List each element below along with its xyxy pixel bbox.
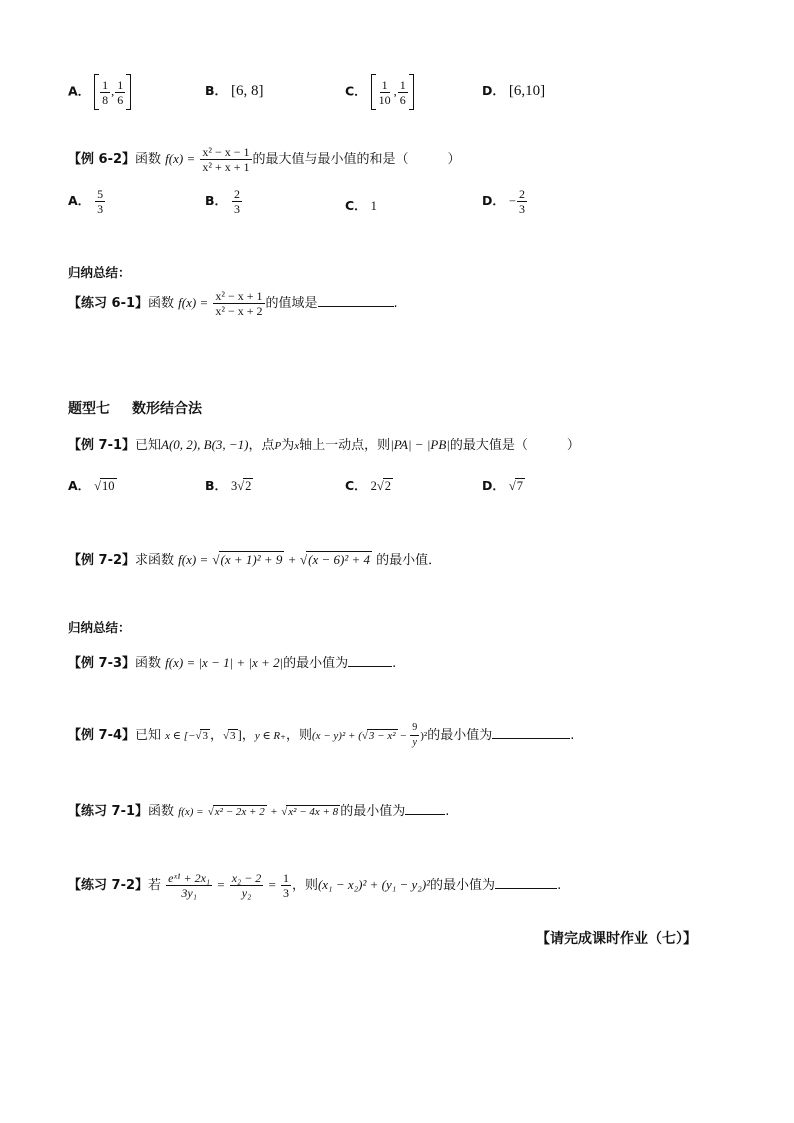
option-a: A． $\frac{1}{8}$ , $\frac{1}{6}$ xyxy=(68,74,131,110)
practice-6-1: 【练习 6-1】函数 f(x) = $\frac{\text{x² − x + 1}}{\text{x² − x + 2}}$ 的值域是 . xyxy=(68,289,398,318)
homework-note: 【请完成课时作业（七）】 xyxy=(536,931,697,947)
ex6-2-option-c: C． 1 xyxy=(345,198,377,213)
answer-blank[interactable] xyxy=(348,666,392,667)
practice-7-1: 【练习 7-1】函数 f(x) = √x² − 2x + 2 + √x² − 4x + 8 的最小值为 . xyxy=(68,804,450,819)
option-c: C． $\frac{1}{10}$ , $\frac{1}{6}$ xyxy=(345,74,414,110)
answer-blank[interactable] xyxy=(318,306,394,307)
ex7-1-option-a: A． √10 xyxy=(68,478,115,493)
example-7-1: 【例 7-1】已知A(0, 2), B(3, −1)，点P为x轴上一动点，则|PA| − |PB|的最大值是（ ） xyxy=(68,437,580,453)
example-7-4: 【例 7-4】已知 x ∈ [−√3 ，√3 ]，y ∈ R₊，则(x − y)² + (√3 − x² − $\frac{9}{y}$ )²的最小值为 . xyxy=(68,722,575,748)
section-title: 题型七 数形结合法 xyxy=(68,401,202,417)
ex6-2-option-b: B． $\frac{2}{3}$ xyxy=(205,187,241,216)
summary-label-2: 归纳总结： xyxy=(68,620,131,635)
practice-7-2: 【练习 7-2】若 $\frac{\text{eˣ¹ + 2x₁}}{\text{3y₁}}$ = $\frac{\text{x₂ − 2}}{\text{y₂}}$ = $\frac{1}{3}$ ，则(x₁ − x₂)² + (y₁ − y₂)²的最小值为 . xyxy=(68,871,562,900)
option-b: B． [6, 8] xyxy=(205,83,264,99)
example-6-2: 【例 6-2】函数 f(x) = $\frac{\text{x² − x − 1}}{\text{x² + x + 1}}$ 的最大值与最小值的和是（ ） xyxy=(68,145,461,174)
answer-blank[interactable] xyxy=(495,888,557,889)
answer-blank[interactable] xyxy=(492,738,570,739)
answer-blank[interactable] xyxy=(405,814,445,815)
ex7-1-option-c: C． 2√2 xyxy=(345,478,392,493)
summary-label: 归纳总结： xyxy=(68,265,131,280)
ex7-1-option-d: D． √7 xyxy=(482,478,523,493)
example-7-2: 【例 7-2】求函数 f(x) = √(x + 1)² + 9 + √(x − 6)² + 4 的最小值． xyxy=(68,552,442,568)
example-7-3: 【例 7-3】函数 f(x) = |x − 1| + |x + 2|的最小值为 . xyxy=(68,655,397,671)
ex6-2-option-d: D． − $\frac{2}{3}$ xyxy=(482,187,525,216)
option-d: D． [6,10] xyxy=(482,83,546,99)
ex6-2-option-a: A． $\frac{5}{3}$ xyxy=(68,187,104,216)
ex7-1-option-b: B． 3√2 xyxy=(205,478,252,493)
